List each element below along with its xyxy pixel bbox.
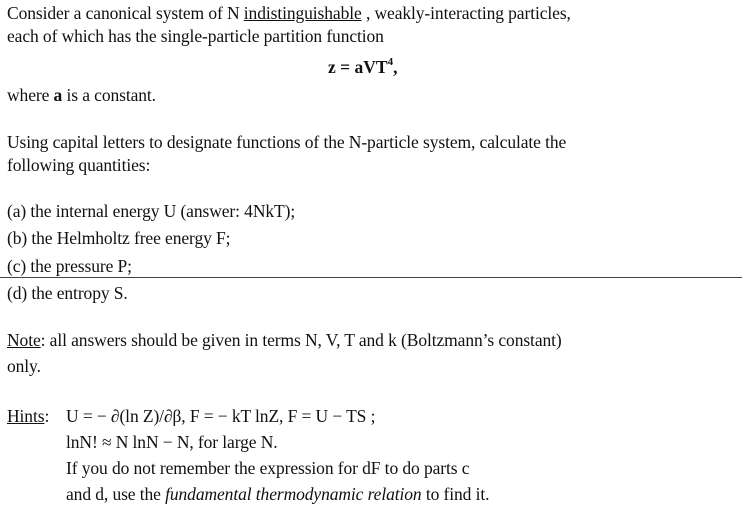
task-line-1: Using capital letters to designate functions of the N-particle system, calculate the	[7, 132, 567, 152]
hint-formula-1: U = − ∂(ln Z)/∂β, F = − kT lnZ, F = U − TS ;	[66, 406, 376, 426]
note-line-1	[7, 330, 562, 350]
hint-emphasis: fundamental thermodynamic relation	[165, 484, 422, 504]
note-text: : all answers should be given in terms N, V, T and k (Boltzmann’s constant)	[40, 330, 562, 350]
note-label: Note	[7, 330, 41, 350]
partition-function-formula	[328, 56, 397, 78]
note-line-2: only.	[7, 356, 41, 376]
intro-text-4a: where	[7, 85, 54, 105]
item-c: (c) the pressure P;	[7, 256, 132, 276]
hint-text-4b: to find it.	[421, 484, 490, 504]
hint-formula-2: lnN! ≈ N lnN − N, for large N.	[66, 432, 278, 452]
formula-exponent: 4	[387, 56, 394, 68]
hint-text-4	[66, 484, 489, 504]
horizontal-rule	[0, 277, 742, 278]
item-d: (d) the entropy S.	[7, 283, 128, 303]
hints-label: Hints	[7, 406, 45, 426]
task-line-2: following quantities:	[7, 155, 151, 175]
item-a: (a) the internal energy U (answer: 4NkT);	[7, 201, 296, 221]
intro-text-4c: is a constant.	[62, 85, 156, 105]
intro-line-4	[7, 85, 156, 105]
underlined-term: indistinguishable	[243, 3, 362, 23]
hint-text-4a: and d, use the	[66, 484, 166, 504]
hint-text-3: If you do not remember the expression for dF to do parts c	[66, 458, 470, 478]
hint-line-1	[7, 406, 49, 426]
intro-text-1a: Consider a canonical system of N	[7, 3, 244, 23]
intro-text-1b: , weakly-interacting particles,	[361, 3, 571, 23]
formula-main: z = aVT	[328, 57, 388, 77]
constant-symbol: a	[53, 85, 63, 105]
item-b: (b) the Helmholtz free energy F;	[7, 228, 231, 248]
hints-colon: :	[44, 406, 50, 426]
intro-line-1	[7, 3, 571, 23]
formula-end: ,	[393, 57, 398, 77]
intro-line-2: each of which has the single-particle partition function	[7, 26, 384, 46]
